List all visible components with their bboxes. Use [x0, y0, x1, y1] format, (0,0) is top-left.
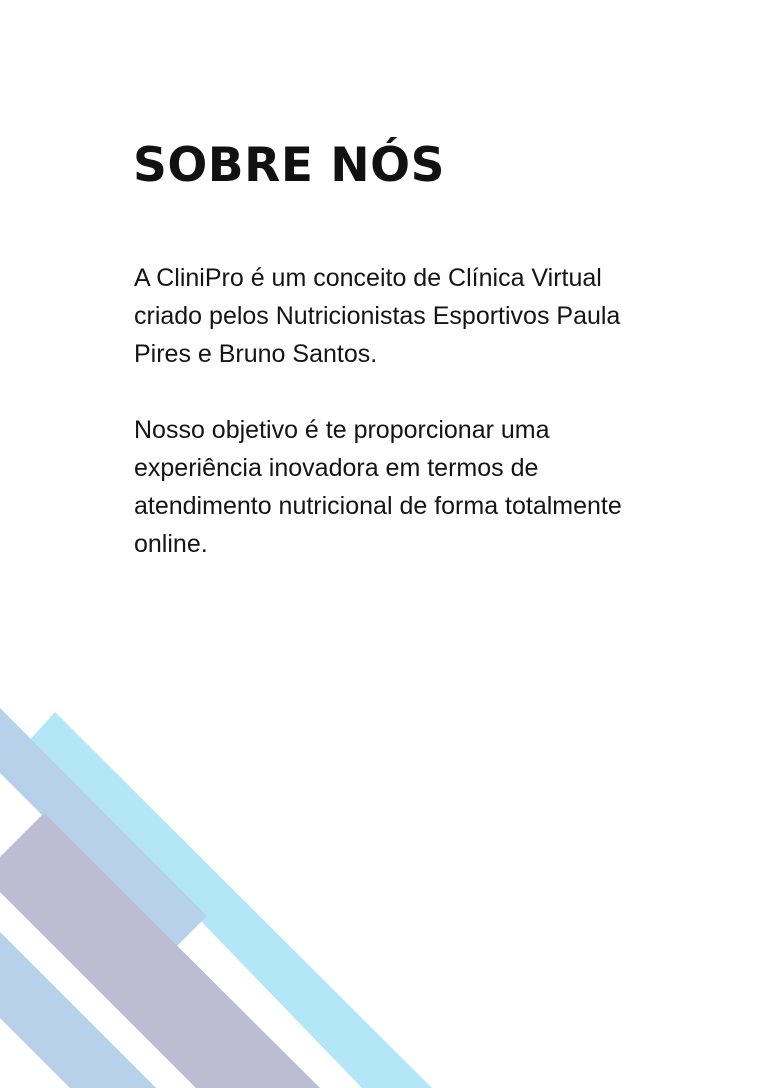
page-title: SOBRE NÓS [133, 138, 445, 193]
stripe-steel-blue [0, 708, 207, 948]
intro-paragraph: A CliniPro é um conceito de Clínica Virtual criado pelos Nutricionistas Esportivos Paula Pires e Bruno Santos. [134, 264, 621, 368]
stripe-steel-blue-lower [0, 932, 156, 1088]
objective-paragraph: Nosso objetivo é te proporcionar uma experiência inovadora em termos de atendimento nutricional de forma totalmente online. [134, 416, 622, 558]
stripe-lavender-gray [0, 813, 320, 1088]
stripe-light-cyan [28, 712, 432, 1088]
